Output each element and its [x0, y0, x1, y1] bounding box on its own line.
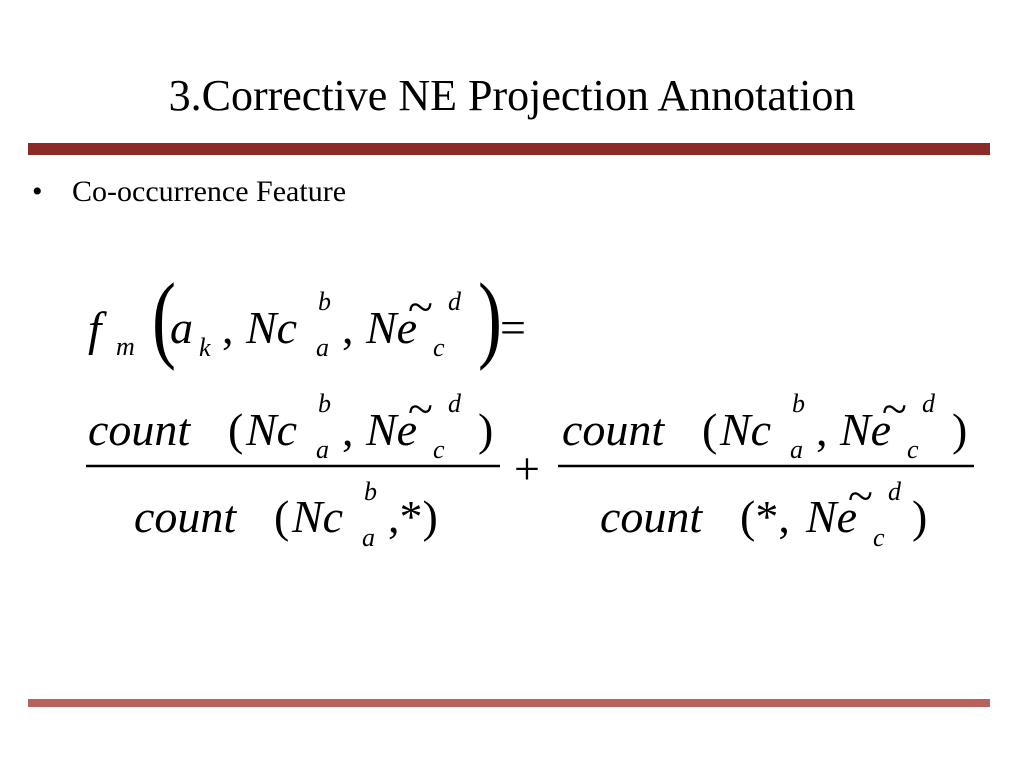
frac2-num-ne-subscript: c — [907, 435, 919, 464]
frac2-num-close-paren: ) — [952, 404, 968, 455]
frac2-den-close-paren: ) — [912, 491, 928, 542]
frac1-num-ne-subscript: c — [433, 435, 445, 464]
frac1-num-open-paren: ( — [228, 404, 244, 455]
lhs-ne-subscript: c — [433, 333, 445, 362]
lhs-arg-a: a — [170, 302, 193, 353]
lhs-ne: Ne — [366, 302, 418, 353]
lhs-nc-superscript: b — [318, 287, 331, 316]
frac2-den-count: count — [600, 491, 703, 542]
frac1-den-nc: Nc — [292, 491, 344, 542]
lhs-open-paren: ( — [152, 263, 176, 372]
frac2-num-nc: Nc — [720, 404, 772, 455]
plus-sign: + — [514, 443, 540, 494]
frac2-den-ne-superscript: d — [888, 477, 901, 506]
equals-sign: = — [500, 302, 526, 353]
frac1-den-nc-superscript: b — [364, 477, 377, 506]
lhs-comma-2: , — [342, 302, 354, 353]
frac1-num-close-paren: ) — [478, 404, 494, 455]
lhs-close-paren: ) — [477, 263, 502, 372]
frac1-den-count: count — [134, 491, 237, 542]
frac1-den-open-paren: ( — [274, 491, 290, 542]
frac2-num-open-paren: ( — [702, 404, 718, 455]
frac2-num-comma: , — [816, 404, 828, 455]
frac1-den-nc-subscript: a — [362, 523, 375, 552]
frac2-den-tilde: ~ — [848, 470, 873, 521]
frac2-num-tilde: ~ — [882, 383, 907, 434]
frac2-num-ne-superscript: d — [922, 389, 935, 418]
frac1-num-nc: Nc — [246, 404, 298, 455]
frac2-den-open: (*, — [740, 491, 790, 542]
fraction-1 — [86, 383, 500, 552]
frac1-num-nc-superscript: b — [318, 389, 331, 418]
frac2-num-count: count — [562, 404, 665, 455]
frac1-num-nc-subscript: a — [316, 435, 329, 464]
frac1-num-ne-superscript: d — [448, 389, 461, 418]
lhs-arg-a-subscript: k — [199, 333, 211, 362]
slide-title: 3.Corrective NE Projection Annotation — [168, 71, 856, 120]
lhs-comma-1: , — [222, 302, 234, 353]
frac2-num-ne: Ne — [840, 404, 892, 455]
frac1-den-rest: ,*) — [388, 491, 438, 542]
lhs-nc-subscript: a — [316, 333, 329, 362]
function-symbol: f — [88, 303, 102, 356]
frac2-num-nc-subscript: a — [790, 435, 803, 464]
frac2-den-ne: Ne — [806, 491, 858, 542]
frac2-num-nc-superscript: b — [792, 389, 805, 418]
frac2-den-ne-subscript: c — [873, 523, 885, 552]
fraction-2 — [558, 383, 974, 552]
bullet-text: Co-occurrence Feature — [72, 175, 347, 208]
frac1-num-ne: Ne — [366, 404, 418, 455]
frac1-num-comma: , — [342, 404, 354, 455]
footer-divider — [28, 699, 990, 707]
frac1-num-tilde: ~ — [408, 383, 433, 434]
formula-lhs — [88, 264, 526, 372]
bullet-marker: • — [32, 175, 43, 208]
lhs-nc: Nc — [246, 302, 298, 353]
lhs-tilde: ~ — [408, 281, 433, 332]
frac1-num-count: count — [88, 404, 191, 455]
function-subscript: m — [116, 332, 135, 361]
lhs-ne-superscript: d — [448, 287, 461, 316]
